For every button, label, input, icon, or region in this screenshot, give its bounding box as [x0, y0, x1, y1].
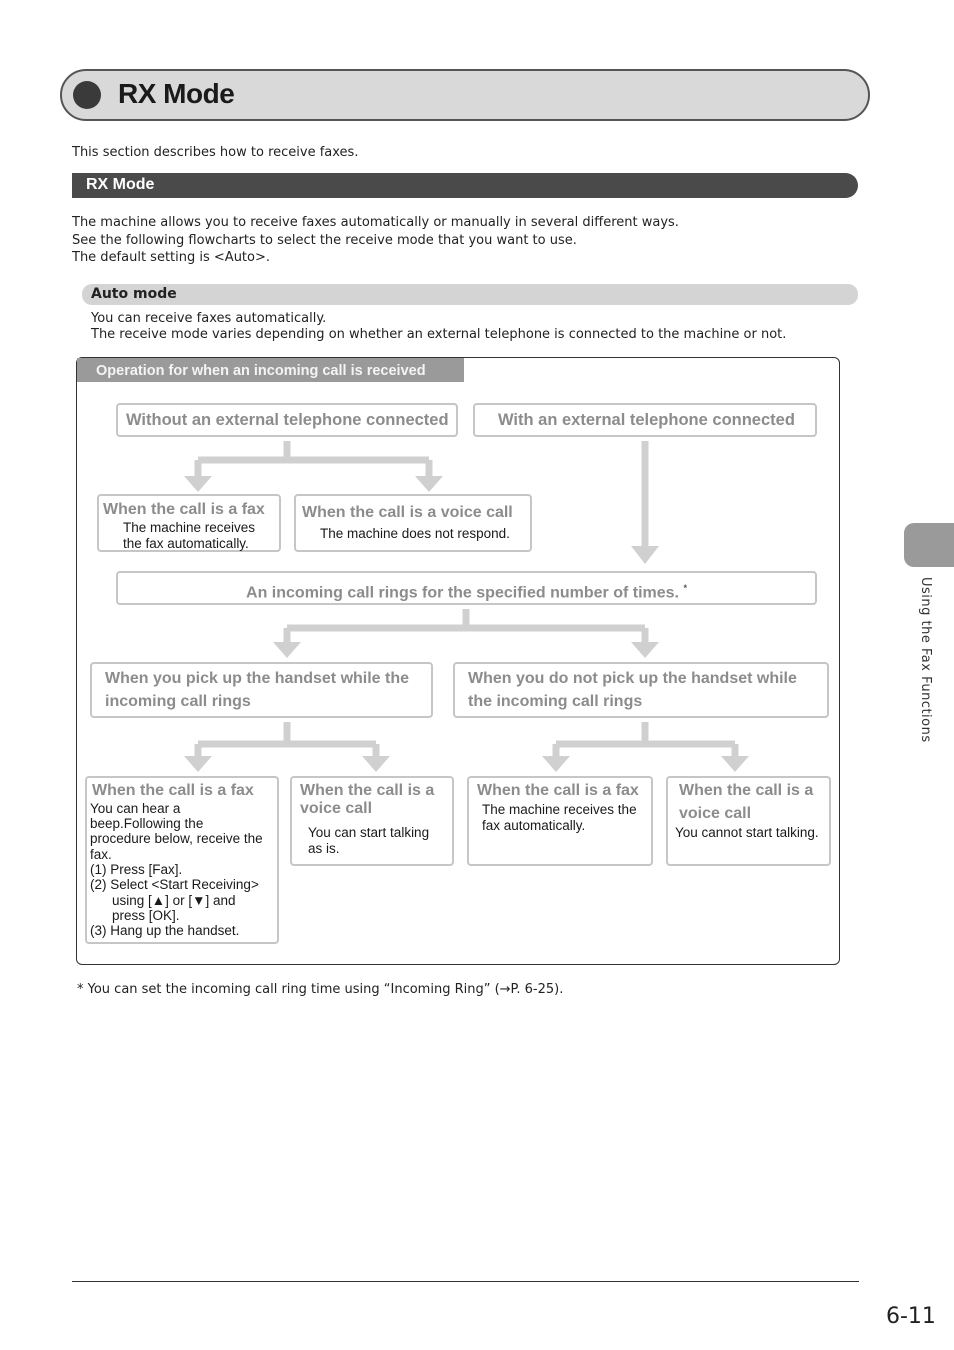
voice-call-desc: The machine does not respond.	[320, 526, 510, 541]
no-pickup-fax-desc: The machine receives the	[482, 802, 637, 817]
pick-up-box	[90, 662, 433, 718]
pickup-fax-step: press [OK].	[112, 908, 180, 923]
pickup-fax-desc: fax.	[90, 847, 112, 862]
pickup-fax-step: (2) Select <Start Receiving>	[90, 877, 259, 892]
fax-call-heading: When the call is a fax	[103, 501, 265, 518]
voice-call-box	[294, 494, 532, 552]
no-pickup-voice-heading: voice call	[679, 805, 752, 822]
pickup-voice-desc: as is.	[308, 841, 340, 856]
page-title: RX Mode	[118, 78, 235, 109]
voice-call-heading: When the call is a voice call	[302, 504, 513, 521]
rings-box	[116, 571, 817, 605]
fax-call-box	[97, 494, 281, 552]
chapter-tab-label: Using the Fax Functions	[918, 577, 933, 743]
pickup-voice-heading: voice call	[300, 800, 373, 817]
pickup-voice-heading: When the call is a	[300, 782, 435, 799]
external-phone-label: With an external telephone connected	[498, 411, 795, 429]
pickup-fax-heading: When the call is a fax	[92, 782, 254, 799]
footnote-mark: *	[683, 583, 687, 593]
section-title: RX Mode	[86, 176, 155, 193]
fax-call-desc: The machine receives	[123, 520, 256, 535]
section-line: The default setting is <Auto>.	[72, 250, 271, 265]
no-pickup-voice-box	[666, 776, 831, 866]
no-pick-up-line: When you do not pick up the handset while	[468, 670, 797, 687]
pickup-fax-step: (3) Hang up the handset.	[90, 923, 240, 938]
no-pickup-voice-desc: You cannot start talking.	[675, 825, 819, 840]
pickup-fax-box	[85, 776, 279, 944]
pickup-voice-box	[290, 776, 454, 866]
no-pick-up-box	[453, 662, 829, 718]
pickup-fax-desc: You can hear a	[90, 801, 181, 816]
footnote: * You can set the incoming call ring time using “Incoming Ring” (→P. 6-25).	[77, 982, 564, 997]
rings-label	[118, 577, 815, 604]
chapter-tab	[904, 523, 954, 567]
subsection-line: The receive mode varies depending on whether an external telephone is connected to the machine or not.	[91, 327, 787, 342]
section-line: The machine allows you to receive faxes automatically or manually in several different ways.	[72, 215, 679, 230]
no-external-phone-label: Without an external telephone connected	[126, 411, 449, 429]
pickup-fax-desc: procedure below, receive the	[90, 831, 263, 846]
fax-call-desc: the fax automatically.	[123, 536, 249, 551]
external-phone-box	[473, 403, 817, 437]
pick-up-line: incoming call rings	[105, 693, 251, 710]
page-number: 6-11	[886, 1304, 936, 1329]
rings-text: An incoming call rings for the specified number of times.	[246, 584, 679, 602]
no-pickup-voice-heading: When the call is a	[679, 782, 814, 799]
pickup-voice-desc: You can start talking	[308, 825, 430, 840]
footer-rule	[72, 1281, 859, 1282]
pick-up-line: When you pick up the handset while the	[105, 670, 410, 687]
no-pickup-fax-heading: When the call is a fax	[477, 782, 639, 799]
flowchart-label: Operation for when an incoming call is received	[96, 363, 426, 379]
pickup-fax-step: using [▲] or [▼] and	[112, 893, 236, 908]
pickup-fax-desc: beep.Following the	[90, 816, 204, 831]
no-pickup-fax-box	[467, 776, 653, 866]
intro-text: This section describes how to receive faxes.	[72, 145, 359, 160]
pickup-fax-step: (1) Press [Fax].	[90, 862, 183, 877]
no-pick-up-line: the incoming call rings	[468, 693, 643, 710]
no-external-phone-box	[116, 403, 458, 437]
subsection-line: You can receive faxes automatically.	[91, 311, 327, 326]
section-line: See the following flowcharts to select the receive mode that you want to use.	[72, 233, 577, 248]
subsection-title: Auto mode	[91, 286, 177, 302]
no-pickup-fax-desc: fax automatically.	[482, 818, 586, 833]
